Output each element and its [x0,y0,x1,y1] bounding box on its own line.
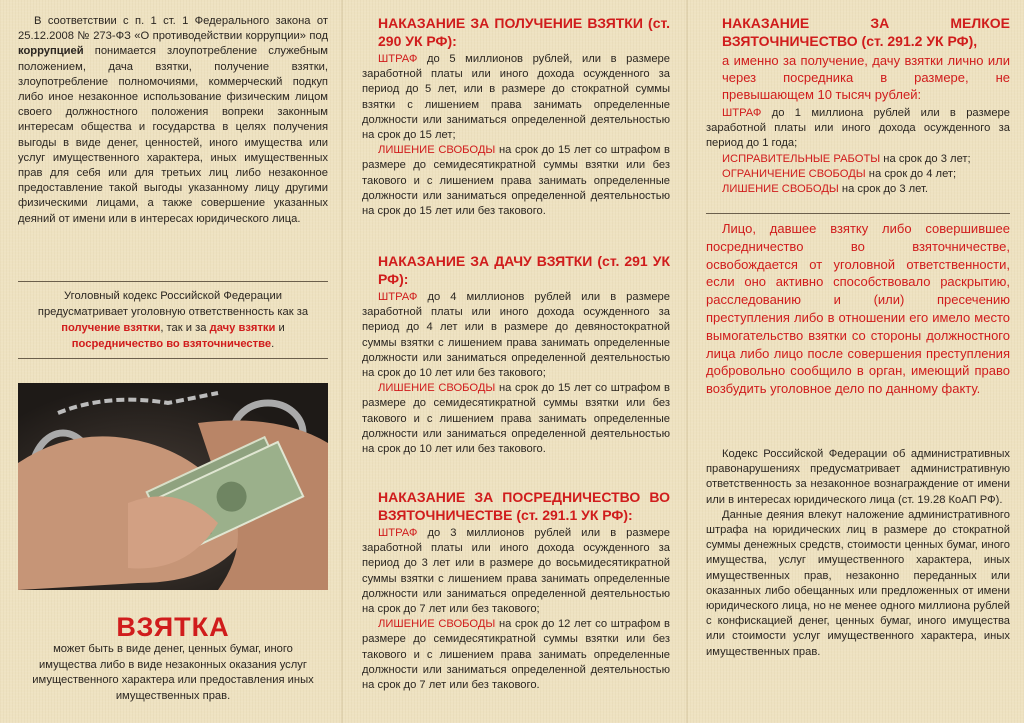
prison-label: ЛИШЕНИЕ СВОБОДЫ [378,382,496,395]
highlight: получение взятки [61,322,161,334]
divider [706,213,1010,214]
fold-line [686,0,688,723]
text: , так и за [160,322,210,334]
text: до 4 миллионов рублей или в размере заработной платы или иного дохода осужденного за период до 4 лет или в размере до девяностократной суммы взятки с лишением права занимать определенные должности или заниматься определенной деятельностью на срок до 10 лет или без такового; [362,291,670,380]
section-petty-bribery [706,14,1010,197]
bribe-description [28,642,318,704]
section-heading: НАКАЗАНИЕ ЗА МЕЛКОЕ ВЗЯТОЧНИЧЕСТВО (ст. 291.2 УК РФ), [722,15,1010,49]
section-heading: НАКАЗАНИЕ ЗА ПОСРЕДНИЧЕСТВО ВО ВЗЯТОЧНИЧЕСТВЕ (ст. 291.1 УК РФ): [378,489,670,523]
text: на срок до 12 лет со штрафом в размере до семидесятикратной суммы взятки или без такового и с лишением права занимать определенные должности или заниматься определенной деятельностью на срок до 7 лет или без такового. [362,618,670,692]
prison-label: ЛИШЕНИЕ СВОБОДЫ [378,144,496,157]
text: до 1 миллиона рублей или в размере заработной платы или иного дохода осужденного за период до 1 года; [706,107,1010,150]
criminal-code-note [30,288,316,352]
text: понимается злоупотребление служебным положением, дача взятки, получение взятки, злоупотребление полномочиями, коммерческий подкуп либо иное незаконное использование физическим лицом своего должностного положения вопреки законным интересам общества и государства в целях получения выгоды в виде денег, ценностей, иного имущества или услуг имущественного характера, иных имущественных прав для себя или для третьих лиц либо незаконное предоставление такой выгоды указанному лицу другими физическими лицами, а также совершение указанных деяний от имени или в интересах юридического лица. [18,45,328,225]
exemption-note [706,220,1010,398]
text: . [271,338,275,350]
text: В соответствии с п. 1 ст. 1 Федерального закона от 25.12.2008 № 273-ФЗ «О противодействии коррупции» под [18,15,328,43]
section-heading: НАКАЗАНИЕ ЗА ДАЧУ ВЗЯТКИ (ст. 291 УК РФ): [378,253,670,287]
penalty-label: ЛИШЕНИЕ СВОБОДЫ [722,183,839,196]
text: Уголовный кодекс Российской Федерации предусматривает уголовную ответственность как за [37,290,309,318]
section-giving-bribe [362,252,670,457]
fine-label: ШТРАФ [378,291,418,303]
term-corruption: коррупцией [18,45,84,58]
text: Данные деяния влекут наложение административного штрафа на юридических лиц в размере до стократной суммы денежных средств, стоимости ценных бумаг, иного имущества, услуг имущественного характера, иных имущественных прав, незаконно переданных или оказанных либо обещанных или предложенных от имени юридического лица, но не менее одного миллиона рублей с конфискацией денег, ценных бумаг, иного имущества или стоимости услуг имущественного характера, иных имущественных прав. [706,508,1010,658]
section-subheading: а именно за получение, дачу взятки лично или через посредника в размере, не превышающем 10 тысяч рублей: [722,53,1010,102]
divider [18,358,328,359]
prison-label: ЛИШЕНИЕ СВОБОДЫ [378,618,496,631]
penalty-label: ШТРАФ [722,107,762,119]
text: до 5 миллионов рублей, или в размере заработной платы или иного дохода осужденного за период до 5 лет, или в размере до стократной суммы взятки с лишением права занимать определенные должности или заниматься определенной деятельностью на срок до 15 лет; [362,53,670,142]
text: на срок до 4 лет; [865,167,957,180]
text: на срок до 15 лет со штрафом в размере до семидесятикратной суммы взятки или без такового и с лишением права занимать определенные должности или заниматься определенной деятельностью на срок до 15 лет или без такового. [362,144,670,218]
text: и [275,322,285,334]
text: может быть в виде денег, ценных бумаг, иного имущества либо в виде незаконных оказания услуг имущественного характера или предоставления иных имущественных прав. [32,643,314,702]
section-mediation [362,488,670,693]
penalty-label: ОГРАНИЧЕНИЕ СВОБОДЫ [722,167,866,180]
text: на срок до 15 лет со штрафом в размере до семидесятикратной суммы взятки или без такового и с лишением права занимать определенные должности или заниматься определенной деятельностью на срок до 10 лет или без такового. [362,382,670,456]
penalty-label: ИСПРАВИТЕЛЬНЫЕ РАБОТЫ [722,152,881,165]
text: Кодекс Российской Федерации об административных правонарушениях предусматривает административную ответственность за незаконное вознаграждение от имени или в интересах юридического лица (ст. 19.28 КоАП РФ). [706,448,1010,506]
highlight: дачу взятки [209,322,276,334]
section-receiving-bribe [362,14,670,219]
koap-note [706,447,1010,660]
section-heading: НАКАЗАНИЕ ЗА ПОЛУЧЕНИЕ ВЗЯТКИ (ст. 290 УК РФ): [378,15,670,49]
text: на срок до 3 лет. [838,183,929,196]
text: на срок до 3 лет; [880,152,971,165]
highlight: посредничество во взяточничестве [71,338,272,350]
handcuffed-hands-money-photo [18,383,328,590]
fine-label: ШТРАФ [378,527,418,539]
bribe-title: ВЗЯТКА [116,612,230,642]
text: Лицо, давшее взятку либо совершившее посредничество во взяточничестве, освобождается от уголовной ответственности, если оно активно способствовало раскрытию, расследованию и (или) пресечению преступления либо в отношении его имело место вымогательство взятки со стороны должностного лица либо лицо после совершения преступления добровольно сообщило в орган, имеющий право возбудить уголовное дело по данному факту. [706,221,1010,397]
corruption-definition [18,14,328,227]
fold-line [341,0,343,723]
text: до 3 миллионов рублей или в размере заработной платы или иного дохода осужденного за период до 3 лет или в размере до восьмидесятикратной суммы взятки с лишением права занимать определенные должности или заниматься определенной деятельностью на срок до 7 лет или без такового; [362,527,670,616]
fine-label: ШТРАФ [378,53,418,65]
divider [18,281,328,282]
